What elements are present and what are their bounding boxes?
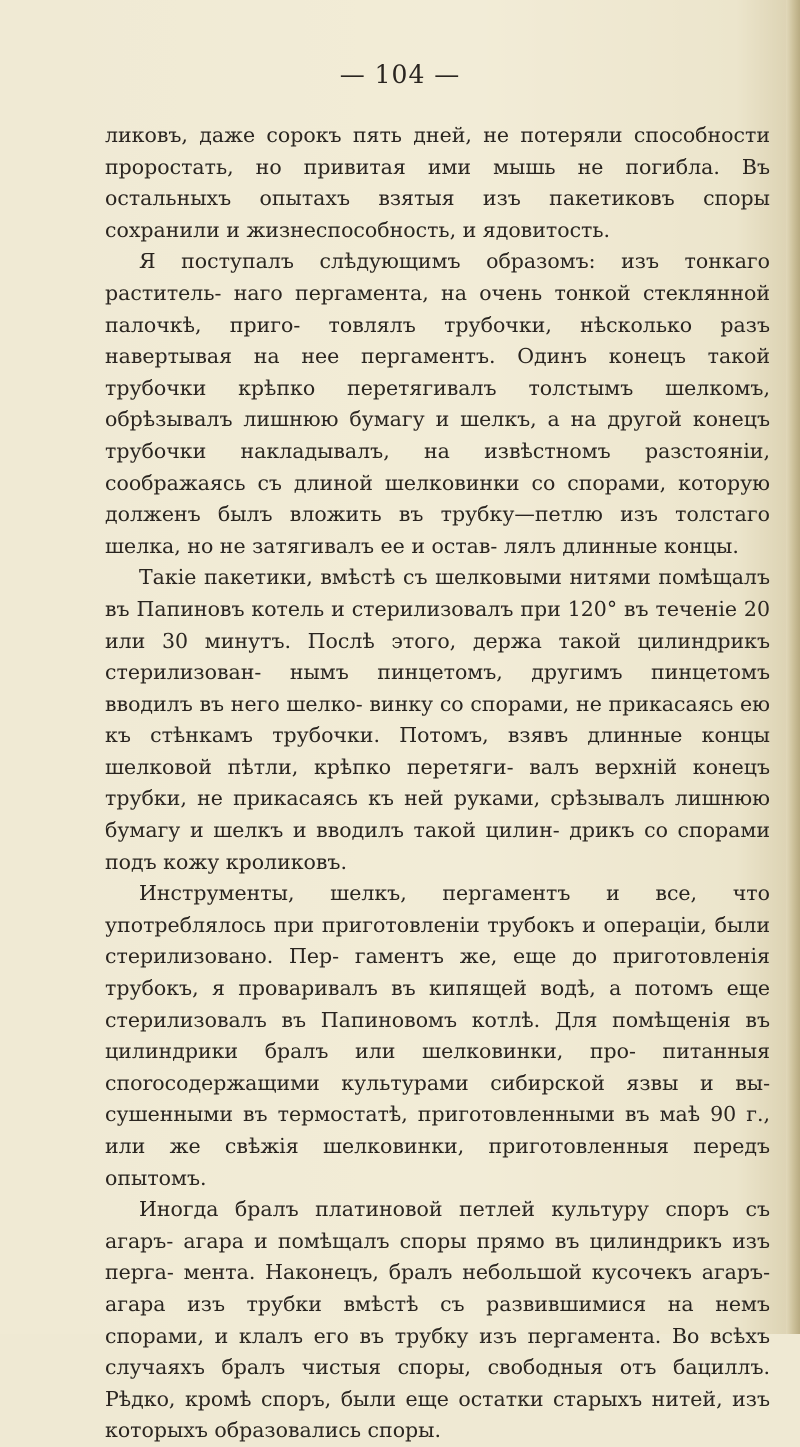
page-edge-shadow: [786, 0, 800, 1334]
paragraph-5: Иногда бралъ платиновой петлей культуру споръ съ агаръ- агара и помѣщалъ споры прямо въ цилиндрикъ изъ перга- мента. Наконецъ, бралъ небольшой кусочекъ агаръ-агара изъ трубки вмѣстѣ съ развившимися на немъ спорами, и клалъ его въ трубку изъ пергамента. Во всѣхъ случаяхъ бралъ чистыя споры, свободныя отъ бациллъ. Рѣдко, кромѣ споръ, были еще остатки старыхъ нитей, изъ которыхъ образовались споры.: [105, 1197, 770, 1443]
paragraph-1: ликовъ, даже сорокъ пять дней, не потеряли способности проростать, но привитая ими мышь не погибла. Въ остальныхъ опытахъ взятыя изъ пакетиковъ споры сохранили и жизнеспособность, и ядовитость.: [105, 123, 770, 242]
body-text: [105, 120, 770, 1447]
paragraph-4: Инструменты, шелкъ, пергаментъ и все, что употреблялось при приготовленіи трубокъ и операціи, были стерилизовано. Пер- гаментъ же, еще до приготовленія трубокъ, я проваривалъ въ кипящей водѣ, а потомъ еще стерилизовалъ въ Папиновомъ котлѣ. Для помѣщенія въ цилиндрики бралъ или шелковинки, про- питанныя спorосодержащими культурами сибирской язвы и вы- сушенными въ термостатѣ, приготовленными въ маѣ 90 г., или же свѣжія шелковинки, приготовленныя передъ опытомъ.: [105, 881, 770, 1190]
page-number: — 104 —: [339, 60, 461, 89]
paragraph-3: Такіе пакетики, вмѣстѣ съ шелковыми нитями помѣщалъ въ Папиновъ котель и стерилизовалъ при 120° въ теченіе 20 или 30 минутъ. Послѣ этого, держа такой цилиндрикъ стерилизован- нымъ пинцетомъ, другимъ пинцетомъ вводилъ въ него шелко- винку со спорами, не прикасаясь ею къ стѣнкамъ трубочки. Потомъ, взявъ длинные концы шелковой пѣтли, крѣпко перетяги- валъ верхній конецъ трубки, не прикасаясь къ ней руками, срѣзывалъ лишнюю бумагу и шелкъ и вводилъ такой цилин- дрикъ со спорами подъ кожу кроликовъ.: [105, 565, 770, 874]
paragraph-2: Я поступалъ слѣдующимъ образомъ: изъ тонкаго раститель- наго пергамента, на очень тонкой стеклянной палочкѣ, приго- товлялъ трубочки, нѣсколько разъ навертывая на нее пергаментъ. Одинъ конецъ такой трубочки крѣпко перетягивалъ толстымъ шелкомъ, обрѣзывалъ лишнюю бумагу и шелкъ, а на другой конецъ трубочки накладывалъ, на извѣстномъ разстояніи, соображаясь съ длиной шелковинки со спорами, которую долженъ былъ вложить въ трубку—петлю изъ толстаго шелка, но не затягивалъ ее и остав- лялъ длинные концы.: [105, 249, 770, 558]
